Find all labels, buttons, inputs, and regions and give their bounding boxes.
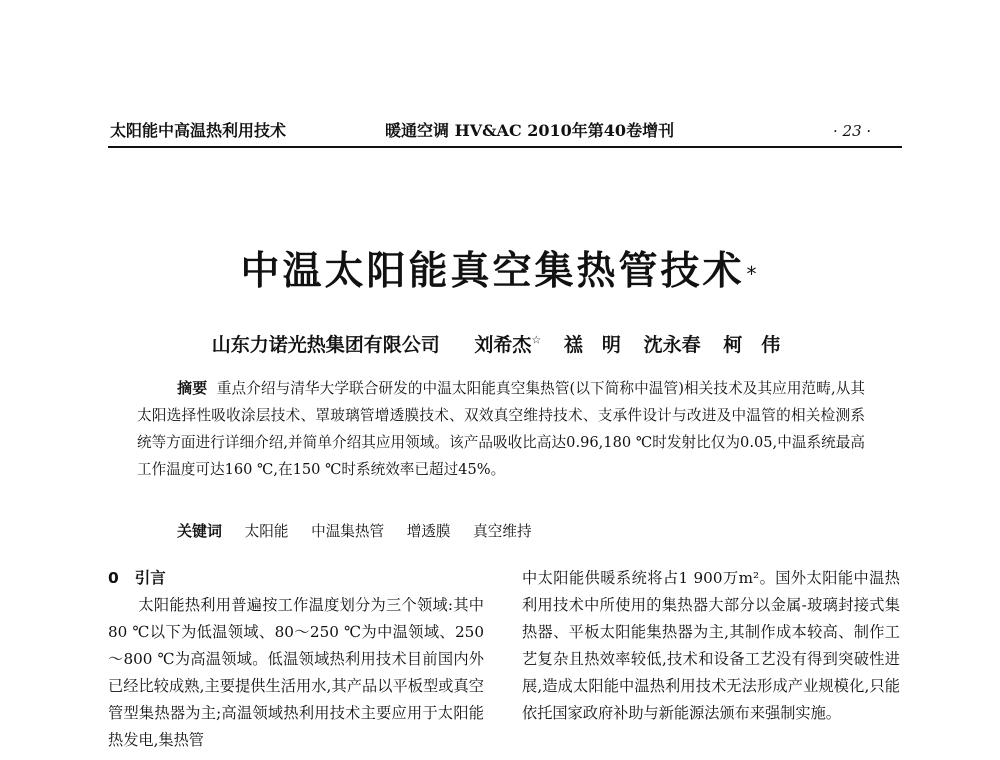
keywords — [177, 519, 532, 544]
body-paragraph: 中太阳能供暖系统将占1 900万m²。国外太阳能中温热利用技术中所使用的集热器大部分以金属-玻璃封接式集热器、平板太阳能集热器为主,其制作成本较高、制作工艺复杂且热效率较低,技术和设备工艺没有得到突破性进展,造成太阳能中温热利用技术无法形成产业规模化,只能依托国家政府补助与新能源法颁布来强制实施。 — [522, 569, 900, 722]
author-name — [474, 334, 541, 356]
author-name: 禚 明 — [563, 334, 621, 357]
page-number: · 23 · — [833, 122, 872, 140]
author-name: 沈永春 — [643, 334, 701, 357]
keyword: 太阳能 — [244, 523, 289, 540]
body-paragraph: 太阳能热利用普遍按工作温度划分为三个领域:其中80 ℃以下为低温领域、80～250 ℃为中温领域、250～800 ℃为高温领域。低温领域热利用技术目前国内外已经比较成熟,主要提供生活用水,其产品以平板型或真空管型集热器为主;高温领域热利用技术主要应用于太阳能热发电,集热管 — [108, 596, 484, 749]
abstract — [137, 375, 865, 483]
body-column-left — [108, 565, 484, 754]
keyword: 增透膜 — [406, 523, 451, 540]
section-number: 0 — [108, 569, 119, 587]
header-rule — [108, 146, 902, 148]
author-name-text: 刘希杰 — [474, 334, 532, 357]
article-title — [0, 248, 1000, 296]
body-column-right — [522, 565, 900, 727]
section-heading — [108, 565, 484, 592]
keywords-label: 关键词 — [177, 522, 223, 540]
abstract-label: 摘要 — [177, 379, 208, 397]
author-line — [0, 329, 1000, 357]
author-organization: 山东力诺光热集团有限公司 — [211, 334, 440, 357]
abstract-text: 重点介绍与清华大学联合研发的中温太阳能真空集热管(以下简称中温管)相关技术及其应用范畴,从其太阳选择性吸收涂层技术、罩玻璃管增透膜技术、双效真空维持技术、支承件设计与改进及中温管的相关检测系统等方面进行详细介绍,并简单介绍其应用领域。该产品吸收比高达0.96,180 ℃时发射比仅为0.05,中温系统最高工作温度可达160 ℃,在150 ℃时系统效率已超过45%。 — [137, 380, 865, 478]
author-mark: ☆ — [531, 334, 542, 347]
author-name: 柯 伟 — [723, 334, 781, 357]
title-footnote-mark: * — [746, 262, 760, 286]
keyword: 真空维持 — [473, 523, 532, 540]
section-title: 引言 — [134, 569, 166, 587]
keyword: 中温集热管 — [311, 523, 385, 540]
article-title-text: 中温太阳能真空集热管技术 — [240, 249, 745, 294]
running-header-journal: 暖通空调 HV&AC 2010年第40卷增刊 — [385, 121, 675, 140]
running-header-section: 太阳能中高温热利用技术 — [110, 121, 287, 140]
